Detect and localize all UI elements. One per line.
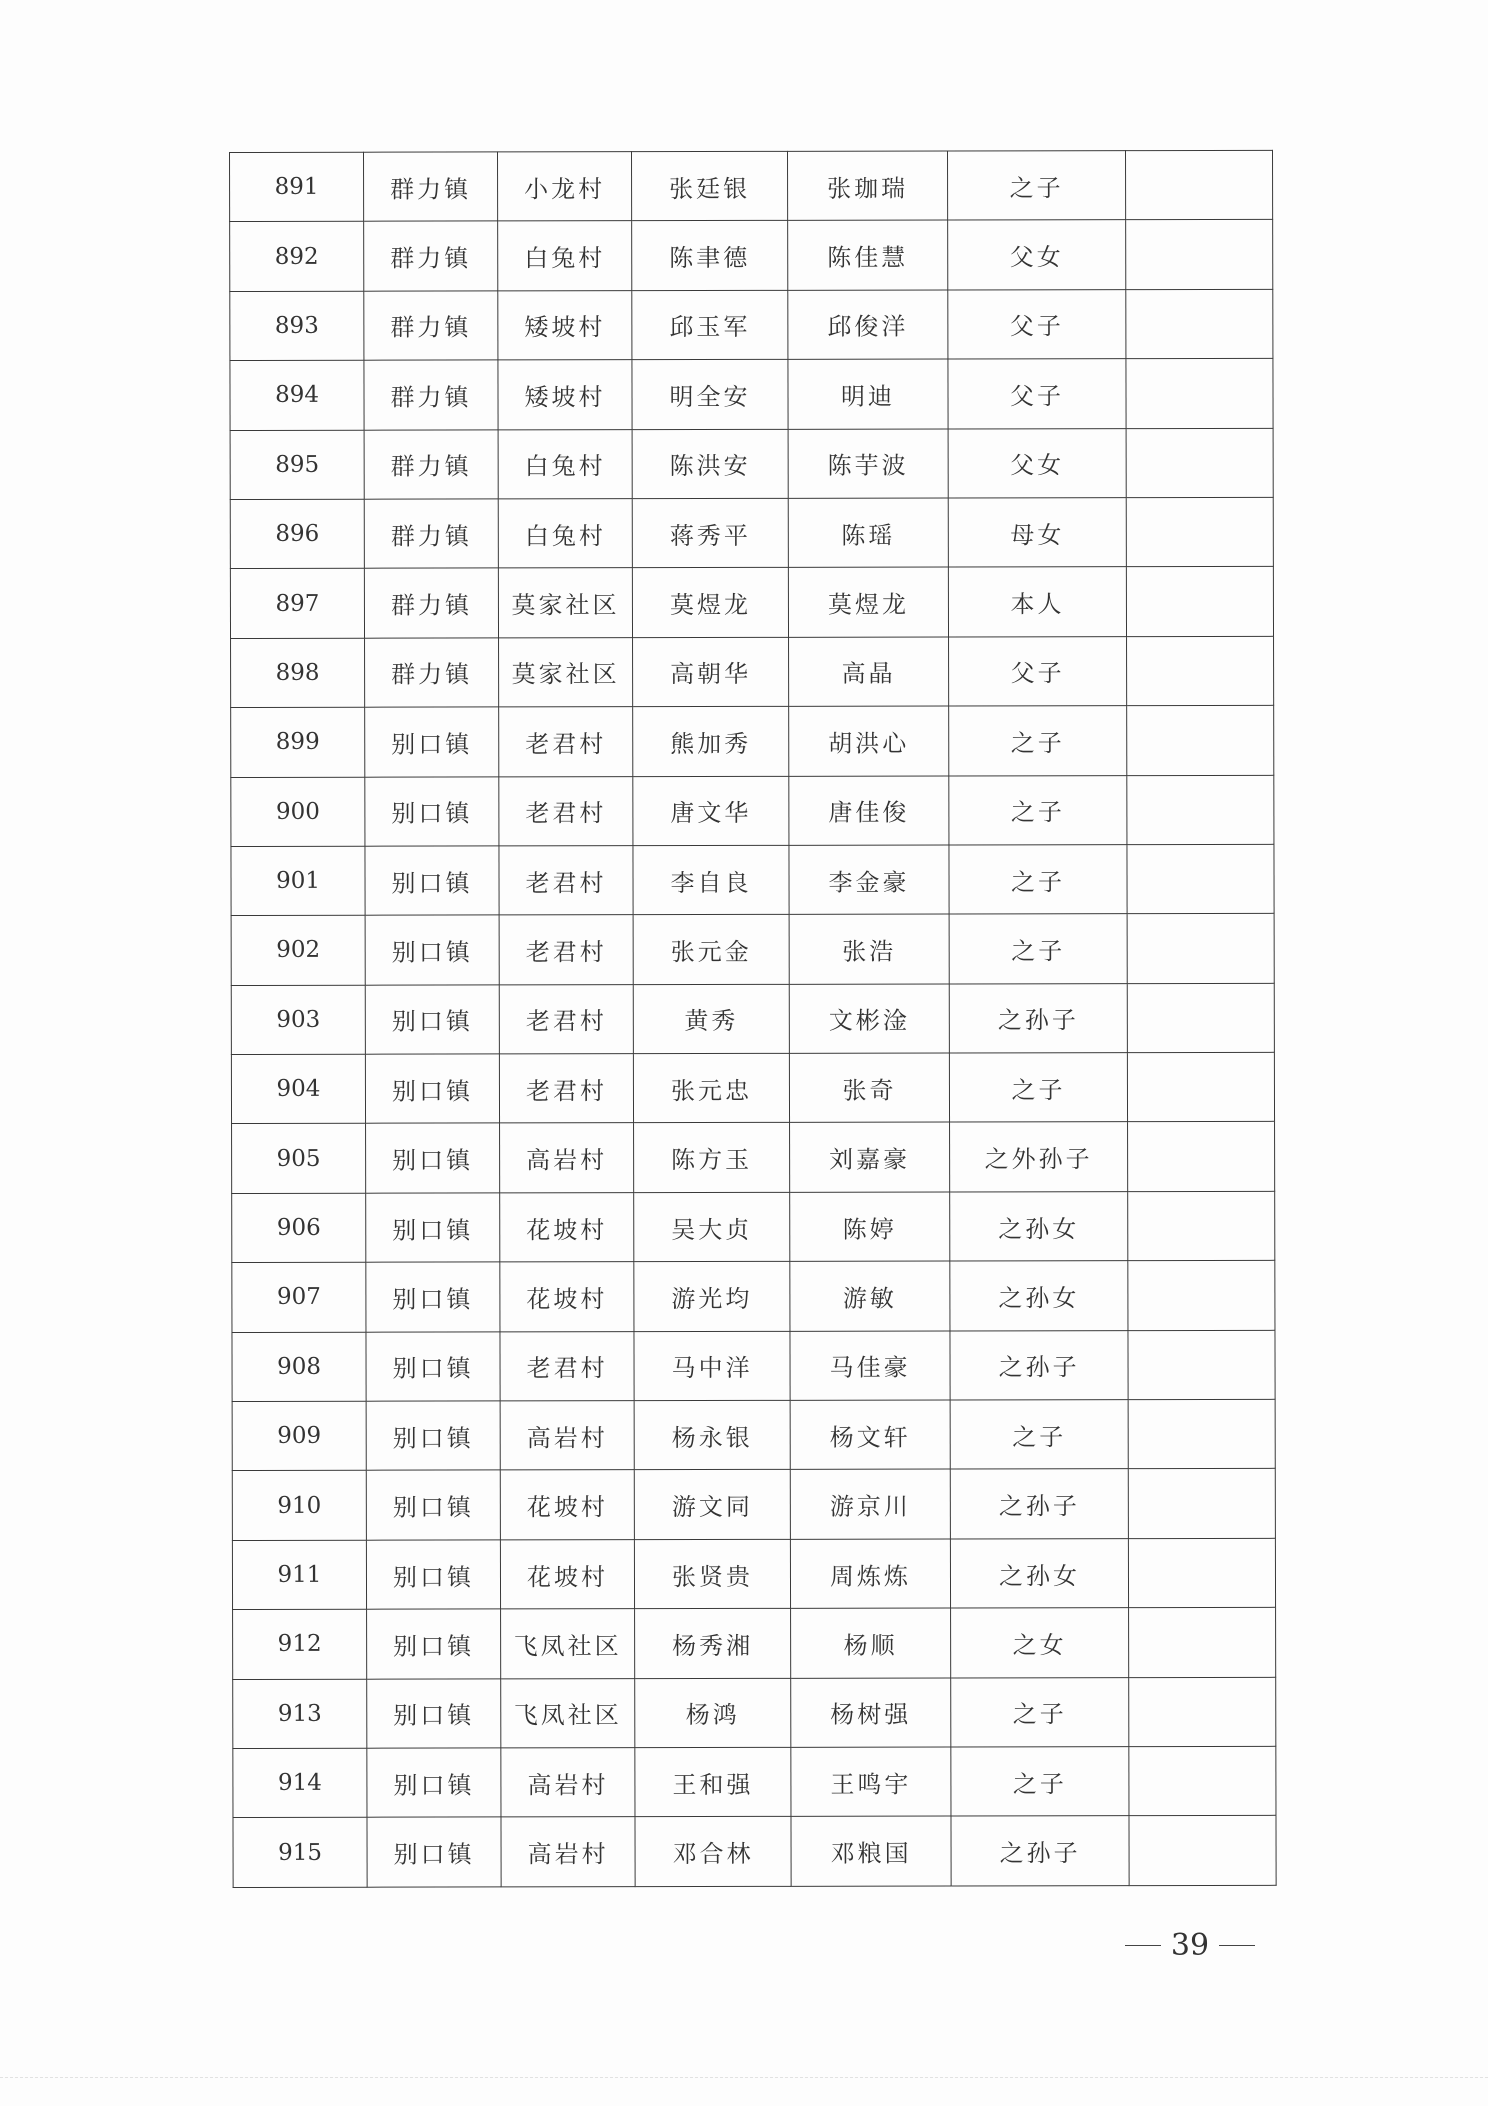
cell-note [1128,1399,1275,1469]
cell-number: 901 [231,846,365,916]
cell-note [1127,1052,1274,1122]
cell-town: 群力镇 [364,152,498,222]
cell-relation: 父女 [948,428,1126,498]
cell-number: 914 [233,1748,367,1818]
cell-note [1126,428,1273,498]
cell-village: 白兔村 [498,221,632,291]
cell-note [1127,983,1274,1053]
cell-relation: 之子 [949,845,1127,915]
cell-student: 陈瑶 [788,498,948,568]
cell-village: 高岩村 [501,1817,635,1887]
cell-applicant: 马中洋 [634,1331,790,1401]
cell-town: 别口镇 [367,1748,501,1818]
cell-note [1125,150,1272,220]
cell-town: 群力镇 [364,429,498,499]
cell-town: 群力镇 [364,360,498,430]
table-row [232,1330,1275,1402]
cell-town: 别口镇 [367,1817,501,1887]
cell-note [1126,358,1273,428]
cell-student: 邱俊洋 [788,290,948,360]
cell-number: 896 [230,499,364,569]
cell-number: 894 [230,360,364,430]
table-row [233,1608,1276,1680]
cell-applicant: 张贤贵 [634,1539,790,1609]
cell-village: 白兔村 [498,499,632,569]
cell-number: 910 [232,1471,366,1541]
cell-applicant: 杨永银 [634,1400,790,1470]
cell-village: 老君村 [499,776,633,846]
table-row [230,150,1273,222]
cell-number: 905 [232,1124,366,1194]
cell-relation: 之子 [950,1400,1128,1470]
cell-town: 别口镇 [365,776,499,846]
cell-number: 904 [231,1054,365,1124]
cell-relation: 之孙子 [951,1816,1129,1886]
table-row [231,705,1274,777]
cell-note [1128,1330,1275,1400]
cell-student: 邓粮国 [791,1816,951,1886]
cell-student: 周炼炼 [790,1539,950,1609]
cell-town: 群力镇 [364,568,498,638]
cell-town: 别口镇 [366,1470,500,1540]
cell-number: 907 [232,1262,366,1332]
cell-student: 陈婷 [790,1192,950,1262]
cell-number: 903 [231,985,365,1055]
cell-note [1127,705,1274,775]
cell-village: 小龙村 [498,152,632,222]
cell-applicant: 高朝华 [633,637,789,707]
cell-town: 别口镇 [366,1262,500,1332]
page-number-right-dash [1219,1945,1255,1946]
cell-number: 895 [230,430,364,500]
cell-relation: 母女 [948,498,1126,568]
roster-body [230,150,1277,1887]
cell-student: 陈芋波 [788,429,948,499]
cell-village: 高岩村 [501,1748,635,1818]
table-row [232,1191,1275,1263]
table-row [231,914,1274,986]
cell-applicant: 杨秀湘 [635,1609,791,1679]
cell-applicant: 陈方玉 [634,1123,790,1193]
cell-student: 胡洪心 [789,706,949,776]
table-row [233,1746,1276,1818]
cell-applicant: 张廷银 [632,151,788,221]
cell-town: 别口镇 [367,1609,501,1679]
cell-note [1128,1261,1275,1331]
cell-applicant: 张元金 [633,915,789,985]
cell-student: 游敏 [790,1261,950,1331]
cell-student: 杨顺 [791,1608,951,1678]
table-row [230,289,1273,361]
cell-number: 909 [232,1401,366,1471]
table-row [232,1399,1275,1471]
cell-note [1126,567,1273,637]
cell-number: 915 [233,1818,367,1888]
cell-number: 908 [232,1332,366,1402]
cell-note [1126,289,1273,359]
cell-note [1129,1746,1276,1816]
cell-student: 莫煜龙 [788,567,948,637]
cell-note [1128,1191,1275,1261]
cell-village: 老君村 [499,846,633,916]
cell-number: 900 [231,777,365,847]
cell-relation: 父子 [949,636,1127,706]
table-row [233,1677,1276,1749]
cell-number: 897 [230,569,364,639]
cell-note [1127,844,1274,914]
cell-relation: 父子 [948,289,1126,359]
cell-village: 莫家社区 [498,568,632,638]
cell-town: 群力镇 [364,499,498,569]
cell-note [1127,914,1274,984]
cell-relation: 之孙子 [949,983,1127,1053]
cell-town: 别口镇 [366,1332,500,1402]
cell-relation: 之孙女 [950,1191,1128,1261]
cell-village: 高岩村 [500,1123,634,1193]
table-row [230,428,1273,500]
cell-town: 别口镇 [366,1123,500,1193]
cell-village: 花坡村 [500,1539,634,1609]
cell-relation: 之孙女 [950,1261,1128,1331]
cell-student: 张奇 [789,1053,949,1123]
cell-number: 893 [230,291,364,361]
cell-student: 明迪 [788,359,948,429]
cell-relation: 之孙子 [950,1330,1128,1400]
table-row [230,358,1273,430]
cell-note [1128,1122,1275,1192]
cell-applicant: 莫煜龙 [632,568,788,638]
cell-town: 群力镇 [364,291,498,361]
cell-applicant: 蒋秀平 [632,498,788,568]
cell-village: 飞凤社区 [501,1678,635,1748]
cell-village: 花坡村 [500,1262,634,1332]
cell-town: 别口镇 [366,1193,500,1263]
cell-relation: 之子 [949,706,1127,776]
cell-relation: 本人 [948,567,1126,637]
cell-village: 老君村 [500,1331,634,1401]
cell-village: 花坡村 [500,1470,634,1540]
cell-student: 高晶 [789,637,949,707]
table-row [230,220,1273,292]
cell-relation: 之子 [949,1053,1127,1123]
cell-number: 912 [233,1609,367,1679]
cell-applicant: 陈洪安 [632,429,788,499]
cell-relation: 之外孙子 [950,1122,1128,1192]
cell-applicant: 熊加秀 [633,706,789,776]
cell-note [1128,1469,1275,1539]
cell-relation: 之孙子 [950,1469,1128,1539]
cell-town: 别口镇 [367,1679,501,1749]
cell-village: 飞凤社区 [501,1609,635,1679]
cell-village: 高岩村 [500,1401,634,1471]
cell-village: 老君村 [499,984,633,1054]
cell-village: 老君村 [499,1054,633,1124]
table-row [232,1538,1275,1610]
cell-town: 群力镇 [365,638,499,708]
cell-number: 891 [230,152,364,222]
cell-student: 唐佳俊 [789,776,949,846]
cell-relation: 之子 [951,1677,1129,1747]
cell-village: 老君村 [499,915,633,985]
cell-number: 911 [232,1540,366,1610]
table-row [231,775,1274,847]
cell-village: 花坡村 [500,1193,634,1263]
cell-town: 别口镇 [366,1401,500,1471]
cell-relation: 之子 [951,1747,1129,1817]
cell-applicant: 邱玉军 [632,290,788,360]
cell-town: 别口镇 [365,915,499,985]
cell-applicant: 黄秀 [633,984,789,1054]
table-row [231,983,1274,1055]
cell-applicant: 李自良 [633,845,789,915]
cell-student: 文彬淦 [789,984,949,1054]
cell-note [1129,1816,1276,1886]
cell-relation: 之子 [947,151,1125,221]
page-number-left-dash [1125,1945,1161,1946]
cell-number: 906 [232,1193,366,1263]
cell-student: 马佳豪 [790,1331,950,1401]
cell-applicant: 吴大贞 [634,1192,790,1262]
cell-student: 刘嘉豪 [790,1122,950,1192]
table-row [232,1122,1275,1194]
table-row [231,1052,1274,1124]
cell-number: 899 [231,707,365,777]
page-number [1115,1925,1265,1965]
cell-town: 群力镇 [364,221,498,291]
table-row [230,497,1273,569]
table-row [232,1469,1275,1541]
cell-number: 913 [233,1679,367,1749]
cell-student: 李金豪 [789,845,949,915]
cell-number: 902 [231,916,365,986]
cell-applicant: 游文同 [634,1470,790,1540]
cell-note [1126,497,1273,567]
cell-number: 892 [230,222,364,292]
cell-applicant: 邓合林 [635,1817,791,1887]
cell-town: 别口镇 [365,846,499,916]
scan-edge-line [0,2077,1488,2078]
cell-note [1128,1538,1275,1608]
cell-village: 白兔村 [498,429,632,499]
cell-town: 别口镇 [365,1054,499,1124]
cell-relation: 之孙女 [950,1538,1128,1608]
page-number-text: 39 [1170,1927,1210,1963]
cell-town: 别口镇 [365,707,499,777]
cell-village: 矮坡村 [498,360,632,430]
cell-relation: 之子 [949,914,1127,984]
cell-village: 老君村 [499,707,633,777]
table-row [232,1261,1275,1333]
cell-applicant: 游光均 [634,1262,790,1332]
cell-note [1127,775,1274,845]
cell-student: 杨树强 [791,1678,951,1748]
cell-number: 898 [231,638,365,708]
cell-note [1127,636,1274,706]
table-row [231,636,1274,708]
cell-student: 王鸣宇 [791,1747,951,1817]
cell-student: 张浩 [789,914,949,984]
cell-relation: 之子 [949,775,1127,845]
table-row [231,844,1274,916]
roster-table [229,150,1277,1888]
cell-relation: 父子 [948,359,1126,429]
cell-applicant: 张元忠 [633,1053,789,1123]
table-row [233,1816,1276,1888]
table-row [230,567,1273,639]
cell-applicant: 唐文华 [633,776,789,846]
cell-note [1129,1677,1276,1747]
cell-student: 陈佳慧 [788,220,948,290]
cell-note [1129,1608,1276,1678]
cell-village: 矮坡村 [498,290,632,360]
cell-applicant: 王和强 [635,1747,791,1817]
cell-applicant: 明全安 [632,360,788,430]
cell-applicant: 陈聿德 [632,221,788,291]
cell-note [1126,220,1273,290]
cell-relation: 父女 [948,220,1126,290]
cell-town: 别口镇 [365,985,499,1055]
cell-student: 张珈瑞 [787,151,947,221]
cell-student: 杨文轩 [790,1400,950,1470]
cell-student: 游京川 [790,1469,950,1539]
cell-applicant: 杨鸿 [635,1678,791,1748]
cell-village: 莫家社区 [499,637,633,707]
cell-relation: 之女 [951,1608,1129,1678]
cell-town: 别口镇 [366,1540,500,1610]
